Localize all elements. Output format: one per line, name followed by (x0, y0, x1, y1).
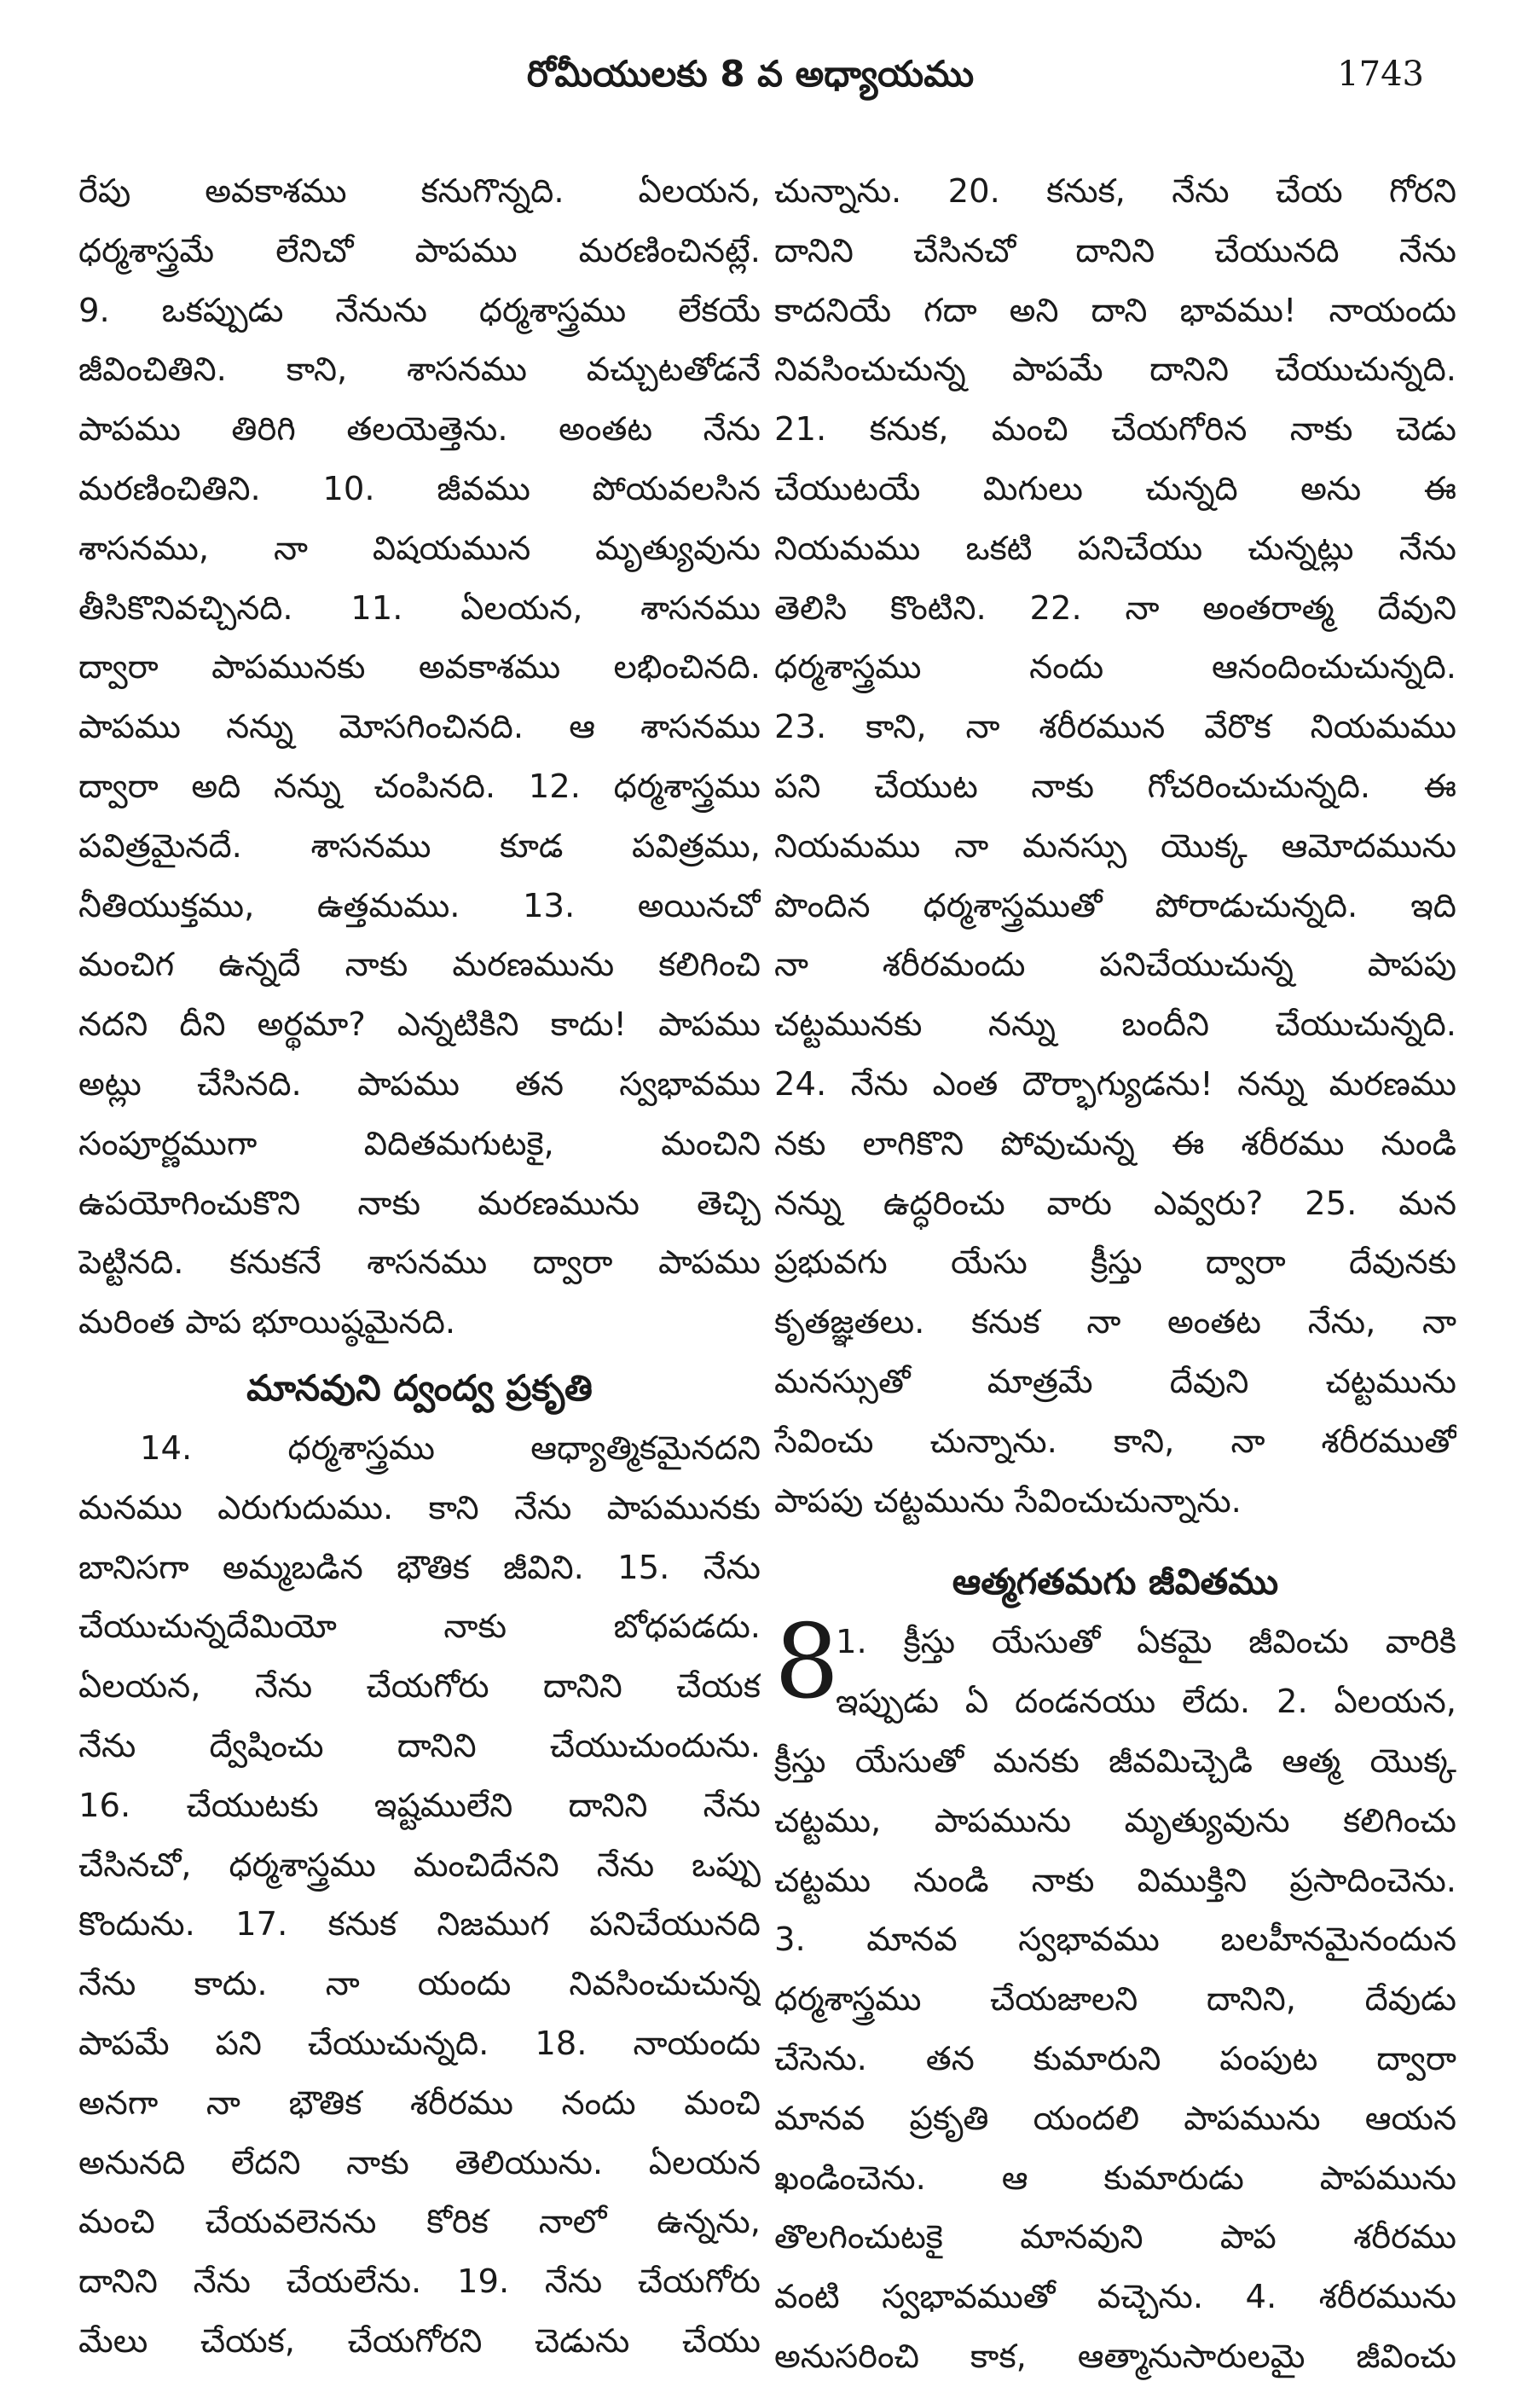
text-line: జీవించితిని. కాని, శాసనము వచ్చుటతోడనే (78, 351, 761, 390)
text-line: సంపూర్ణముగా విదితమగుటకై, మంచిని (78, 1124, 761, 1163)
text-line: మనస్సుతో మాత్రమే దేవుని చట్టమును (774, 1362, 1456, 1401)
text-line: 16. చేయుటకు ఇష్టములేని దానిని నేను (78, 1786, 761, 1825)
text-line: చట్టము నుండి నాకు విముక్తిని ప్రసాదించెను. (774, 1861, 1456, 1900)
text-line: ద్వారా అది నన్ను చంపినది. 12. ధర్మశాస్త్రము (78, 767, 761, 806)
text-line: క్రీస్తు యేసుతో మనకు జీవమిచ్చెడి ఆత్మ యొక్క (774, 1741, 1456, 1781)
text-line: ద్వారా పాపమునకు అవకాశము లభించినది. (78, 648, 761, 687)
left-text-block-2 (78, 1419, 761, 2372)
text-line: 3. మానవ స్వభావము బలహీనమైనందున (774, 1921, 1456, 1960)
chapter-opening-lines (774, 1603, 1456, 1732)
text-line: పొందిన ధర్మశాస్త్రముతో పోరాడుచున్నది. ఇది (774, 886, 1456, 925)
text-line: పెట్టినది. కనుకనే శాసనము ద్వారా పాపము (78, 1243, 761, 1283)
text-line: అనునది లేదని నాకు తెలియును. ఏలయన (78, 2143, 761, 2182)
text-line: పవిత్రమైనదే. శాసనము కూడ పవిత్రము, (78, 826, 761, 866)
text-line: మానవ ప్రకృతి యందలి పాపమును ఆయన (774, 2099, 1456, 2138)
text-line: ధర్మశాస్త్రము నందు ఆనందించుచున్నది. (774, 648, 1456, 687)
text-line: ఉపయోగించుకొని నాకు మరణమును తెచ్చి (78, 1184, 761, 1223)
right-column (774, 162, 1456, 2387)
text-line: 1. క్రీస్తు యేసుతో ఏకమై జీవించు వారికి (836, 1623, 1456, 1662)
text-line: చేయుచున్నదేమియో నాకు బోధపడదు. (78, 1608, 761, 1647)
text-line: చున్నాను. 20. కనుక, నేను చేయ గోరని (774, 172, 1456, 211)
text-line: నదని దీని అర్థమా? ఎన్నటికిని కాదు! పాపము (78, 1005, 761, 1045)
text-line: చేసెను. తన కుమారుని పంపుట ద్వారా (774, 2039, 1456, 2078)
text-line: పాపపు చట్టమును సేవించుచున్నాను. (774, 1481, 1242, 1521)
text-line: పాపము తిరిగి తలయెత్తెను. అంతట నేను (78, 410, 761, 449)
text-line: అట్లు చేసినది. పాపము తన స్వభావము (78, 1064, 761, 1104)
text-line: చేసినచో, ధర్మశాస్త్రము మంచిదేనని నేను ఒప్పు (78, 1845, 761, 1885)
text-line: తొలగించుటకై మానవుని పాప శరీరము (774, 2218, 1456, 2257)
text-line: తెలిసి కొంటిని. 22. నా అంతరాత్మ దేవుని (774, 588, 1456, 628)
text-line: ఖండించెను. ఆ కుమారుడు పాపమును (774, 2158, 1456, 2198)
left-text-block-1 (78, 162, 761, 1353)
text-line: కృతజ్ఞతలు. కనుక నా అంతట నేను, నా (774, 1303, 1456, 1342)
left-column (78, 162, 761, 2372)
text-line: అనుసరించి కాక, ఆత్మానుసారులమై జీవించు (774, 2337, 1456, 2376)
text-line: నేను ద్వేషించు దానిని చేయుచుందును. (78, 1726, 761, 1765)
text-line: 23. కాని, నా శరీరమున వేరొక నియమము (774, 708, 1456, 747)
text-line: రేపు అవకాశము కనుగొన్నది. ఏలయన, (78, 172, 761, 211)
text-line: నియమము ఒకటి పనిచేయు చున్నట్లు నేను (774, 529, 1456, 568)
text-line: మేలు చేయక, చేయగోరని చెడును చేయు (78, 2321, 761, 2361)
text-line: ఏలయన, నేను చేయగోరు దానిని చేయక (78, 1667, 761, 1706)
text-line: 9. ఒకప్పుడు నేనును ధర్మశాస్త్రము లేకయే (78, 291, 761, 330)
text-line: చేయుటయే మిగులు చున్నది అను ఈ (774, 469, 1456, 508)
text-line: నా శరీరమందు పనిచేయుచున్న పాపపు (774, 946, 1456, 985)
text-line: నేను కాదు. నా యందు నివసించుచున్న (78, 1965, 761, 2004)
text-line: మంచిగ ఉన్నదే నాకు మరణమును కలిగించి (78, 946, 761, 985)
text-line: నన్ను ఉద్ధరించు వారు ఎవ్వరు? 25. మన (774, 1184, 1456, 1223)
text-line: ధర్మశాస్త్రమే లేనిచో పాపము మరణించినట్లే. (78, 231, 761, 270)
text-line: మరణించితిని. 10. జీవము పోయవలసిన (78, 469, 761, 508)
text-line: 21. కనుక, మంచి చేయగోరిన నాకు చెడు (774, 410, 1456, 449)
text-line: ప్రభువగు యేసు క్రీస్తు ద్వారా దేవునకు (774, 1243, 1456, 1283)
text-line: పని చేయుట నాకు గోచరించుచున్నది. ఈ (774, 767, 1456, 806)
text-line: నివసించుచున్న పాపమే దానిని చేయుచున్నది. (774, 351, 1456, 390)
text-line: చట్టమునకు నన్ను బందీని చేయుచున్నది. (774, 1005, 1456, 1045)
section-heading-dual-nature: మానవుని ద్వంద్వ ప్రకృతి (246, 1366, 593, 1409)
text-line: శాసనము, నా విషయమున మృత్యువును (78, 529, 761, 568)
text-line: నీతియుక్తము, ఉత్తమము. 13. అయినచో (78, 886, 761, 925)
text-line: దానిని చేసినచో దానిని చేయునది నేను (774, 231, 1456, 270)
chapter-opening (774, 1603, 1456, 1732)
text-line: మంచి చేయవలెనను కోరిక నాలో ఉన్నను, (78, 2203, 761, 2242)
text-line: కాదనియే గదా అని దాని భావము! నాయందు (774, 291, 1456, 330)
text-line: చట్టము, పాపమును మృత్యువును కలిగించు (774, 1801, 1456, 1840)
text-line: ధర్మశాస్త్రము చేయజాలని దానిని, దేవుడు (774, 1980, 1456, 2019)
text-line: ఇప్పుడు ఏ దండనయు లేదు. 2. ఏలయన, (836, 1683, 1456, 1722)
running-title: రోమీయులకు 8 వ అధ్యాయము (526, 53, 975, 95)
text-line: మరింత పాప భూయిష్ఠమైనది. (78, 1303, 456, 1342)
text-line: దానిని నేను చేయలేను. 19. నేను చేయగోరు (78, 2262, 761, 2302)
page-header (77, 36, 1424, 113)
text-line: నకు లాగికొని పోవుచున్న ఈ శరీరము నుండి (774, 1124, 1456, 1163)
text-line: బానిసగా అమ్మబడిన భౌతిక జీవిని. 15. నేను (78, 1548, 761, 1587)
text-line: పాపమే పని చేయుచున్నది. 18. నాయందు (78, 2024, 761, 2063)
text-line: కొందును. 17. కనుక నిజముగ పనిచేయునది (78, 1905, 761, 1944)
text-line: అనగా నా భౌతిక శరీరము నందు మంచి (78, 2083, 761, 2123)
page-number: 1743 (1337, 55, 1424, 94)
right-text-block-1 (774, 162, 1456, 1531)
text-line: తీసికొనివచ్చినది. 11. ఏలయన, శాసనము (78, 588, 761, 628)
text-line: 14. ధర్మశాస్త్రము ఆధ్యాత్మికమైనదని (140, 1428, 761, 1468)
text-line: మనము ఎరుగుదుము. కాని నేను పాపమునకు (78, 1488, 761, 1527)
text-line: సేవించు చున్నాను. కాని, నా శరీరముతో (774, 1422, 1456, 1461)
text-line: 24. నేను ఎంత దౌర్భాగ్యుడను! నన్ను మరణము (774, 1064, 1456, 1104)
text-line: వంటి స్వభావముతో వచ్చెను. 4. శరీరమును (774, 2278, 1456, 2317)
right-text-block-2 (774, 1732, 1456, 2387)
chapter-number-dropcap: 8 (774, 1603, 840, 1723)
section-heading-spiritual-life: ఆత్మగతమగు జీవితము (952, 1561, 1279, 1603)
text-line: నియమము నా మనస్సు యొక్క ఆమోదమును (774, 826, 1456, 866)
text-line: పాపము నన్ను మోసగించినది. ఆ శాసనము (78, 708, 761, 747)
